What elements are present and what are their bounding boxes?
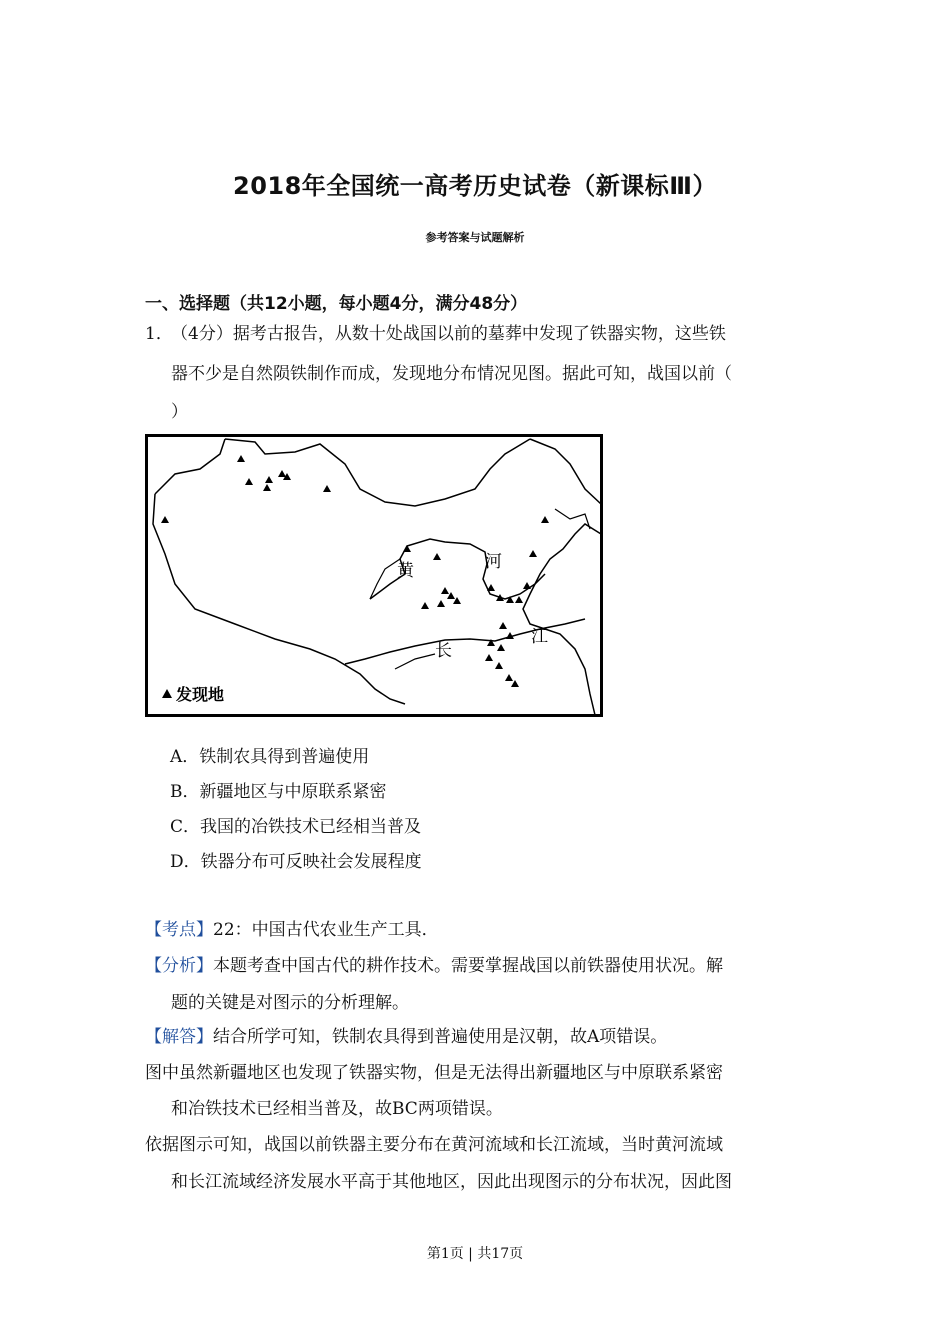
map-label-jiang: 江 xyxy=(531,627,548,647)
document-title: 2018年全国统一高考历史试卷（新课标Ⅲ） xyxy=(233,172,717,200)
jieda-tag: 【解答】 xyxy=(145,1027,213,1047)
answer-paragraph2-line2: 和冶铁技术已经相当普及，故BC两项错误。 xyxy=(171,1099,503,1119)
answer-paragraph2-line1: 图中虽然新疆地区也发现了铁器实物，但是无法得出新疆地区与中原联系紧密 xyxy=(145,1063,723,1083)
map-label-he: 河 xyxy=(485,552,502,572)
question-text-line2: 器不少是自然陨铁制作而成，发现地分布情况见图。据此可知，战国以前（ xyxy=(171,364,732,384)
option-d[interactable]: D．铁器分布可反映社会发展程度 xyxy=(170,852,422,872)
question-text-line1: （4分）据考古报告，从数十处战国以前的墓葬中发现了铁器实物，这些铁 xyxy=(171,324,726,344)
question-text-line3: ） xyxy=(171,402,188,422)
map-label-huang: 黄 xyxy=(397,561,414,581)
fenxi-text-line1: 本题考查中国古代的耕作技术。需要掌握战国以前铁器使用状况。解 xyxy=(213,956,723,976)
page-footer: 第1页 | 共17页 xyxy=(426,1246,524,1262)
document-subtitle: 参考答案与试题解析 xyxy=(425,231,525,244)
question-number: 1． xyxy=(145,324,173,344)
iron-findings-map xyxy=(145,434,603,717)
fenxi-text-line2: 题的关键是对图示的分析理解。 xyxy=(171,993,409,1013)
kaodian-row xyxy=(145,918,439,942)
fenxi-row xyxy=(145,954,723,978)
answer-paragraph3-line1: 依据图示可知，战国以前铁器主要分布在黄河流域和长江流域，当时黄河流域 xyxy=(145,1135,723,1155)
section-heading: 一、选择题（共12小题，每小题4分，满分48分） xyxy=(145,294,528,314)
option-b[interactable]: B．新疆地区与中原联系紧密 xyxy=(170,782,387,802)
option-c[interactable]: C．我国的冶铁技术已经相当普及 xyxy=(170,817,422,837)
answer-paragraph3-line2: 和长江流域经济发展水平高于其他地区，因此出现图示的分布状况，因此图 xyxy=(171,1172,732,1192)
map-label-chang: 长 xyxy=(435,641,452,661)
option-a[interactable]: A．铁制农具得到普遍使用 xyxy=(170,747,370,767)
kaodian-text: 22：中国古代农业生产工具． xyxy=(213,920,439,940)
kaodian-tag: 【考点】 xyxy=(145,920,213,940)
jieda-text-line1: 结合所学可知，铁制农具得到普遍使用是汉朝，故A项错误。 xyxy=(213,1027,668,1047)
fenxi-tag: 【分析】 xyxy=(145,956,213,976)
jieda-row xyxy=(145,1025,667,1049)
map-legend: 发现地 xyxy=(176,685,225,704)
